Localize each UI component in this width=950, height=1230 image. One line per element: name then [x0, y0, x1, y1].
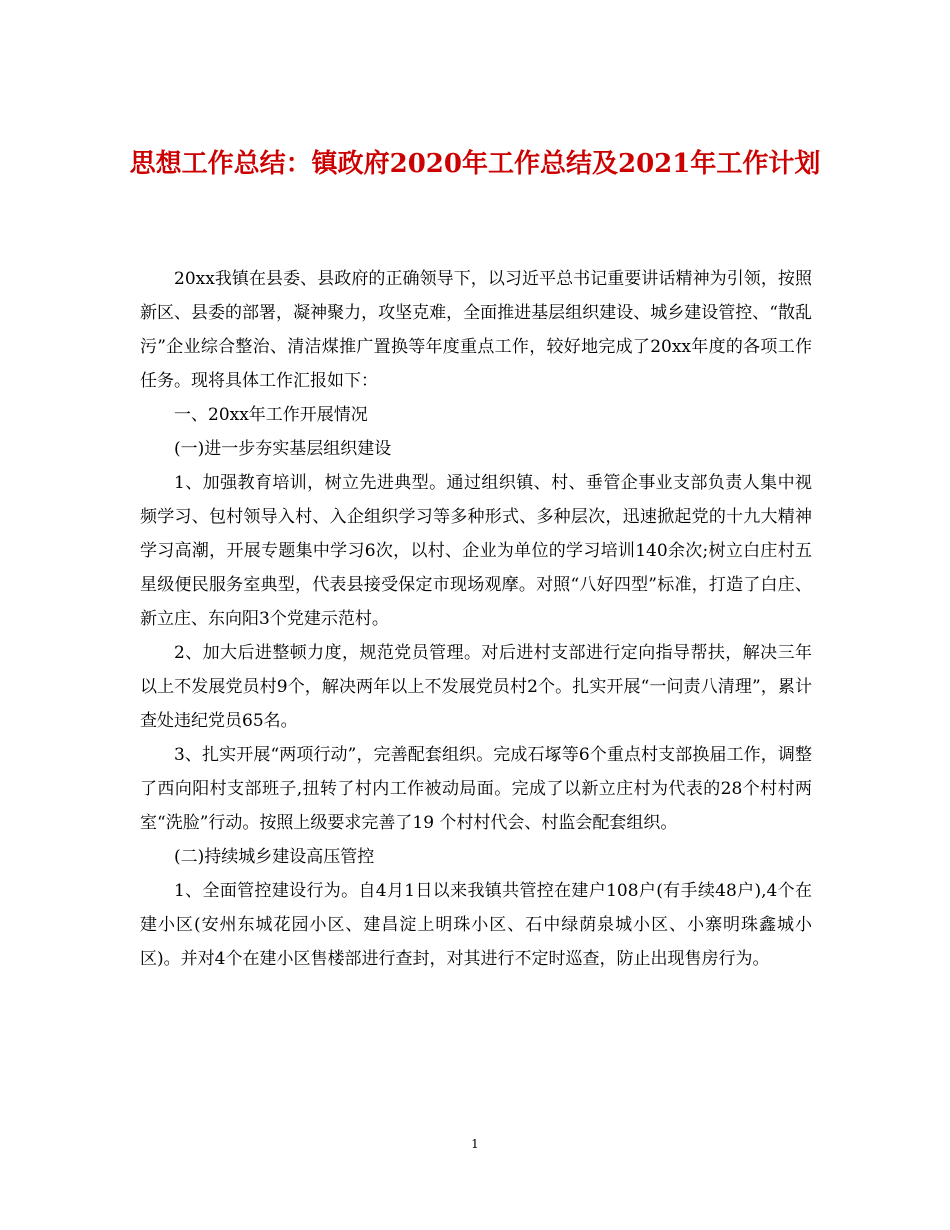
paragraph-item: 2、加大后进整顿力度，规范党员管理。对后进村支部进行定向指导帮扶，解决三年以上不发展党员村9个，解决两年以上不发展党员村2个。扎实开展“一问责八清理”，累计查处违纪党员65名。 — [140, 643, 812, 731]
subsection-heading-1: (一)进一步夯实基层组织建设 — [174, 439, 392, 459]
subsection-heading-2: (二)持续城乡建设高压管控 — [174, 847, 375, 867]
document-body — [140, 262, 812, 976]
page-number: 1 — [471, 1137, 479, 1151]
section-heading-1: 一、20xx年工作开展情况 — [174, 405, 368, 425]
paragraph-intro: 20xx我镇在县委、县政府的正确领导下，以习近平总书记重要讲话精神为引领，按照新区、县委的部署，凝神聚力，攻坚克难，全面推进基层组织建设、城乡建设管控、“散乱污”企业综合整治、清洁煤推广置换等年度重点工作，较好地完成了20xx年度的各项工作任务。现将具体工作汇报如下： — [140, 269, 812, 391]
paragraph-item: 1、全面管控建设行为。自4月1日以来我镇共管控在建户108户(有手续48户),4个在建小区(安州东城花园小区、建昌淀上明珠小区、石中绿荫泉城小区、小寨明珠鑫城小区)。并对4个在建小区售楼部进行查封，对其进行不定时巡查，防止出现售房行为。 — [140, 881, 812, 969]
paragraph-item: 1、加强教育培训，树立先进典型。通过组织镇、村、垂管企事业支部负责人集中视频学习、包村领导入村、入企组织学习等多种形式、多种层次，迅速掀起党的十九大精神学习高潮，开展专题集中学习6次，以村、企业为单位的学习培训140余次;树立白庄村五星级便民服务室典型，代表县接受保定市现场观摩。对照“八好四型”标准，打造了白庄、新立庄、东向阳3个党建示范村。 — [140, 473, 812, 629]
document-title: 思想工作总结：镇政府2020年工作总结及2021年工作计划 — [129, 149, 821, 179]
paragraph-item: 3、扎实开展“两项行动”，完善配套组织。完成石塚等6个重点村支部换届工作，调整了西向阳村支部班子,扭转了村内工作被动局面。完成了以新立庄村为代表的28个村村两室“洗脸”行动。按照上级要求完善了19 个村村代会、村监会配套组织。 — [140, 745, 812, 833]
